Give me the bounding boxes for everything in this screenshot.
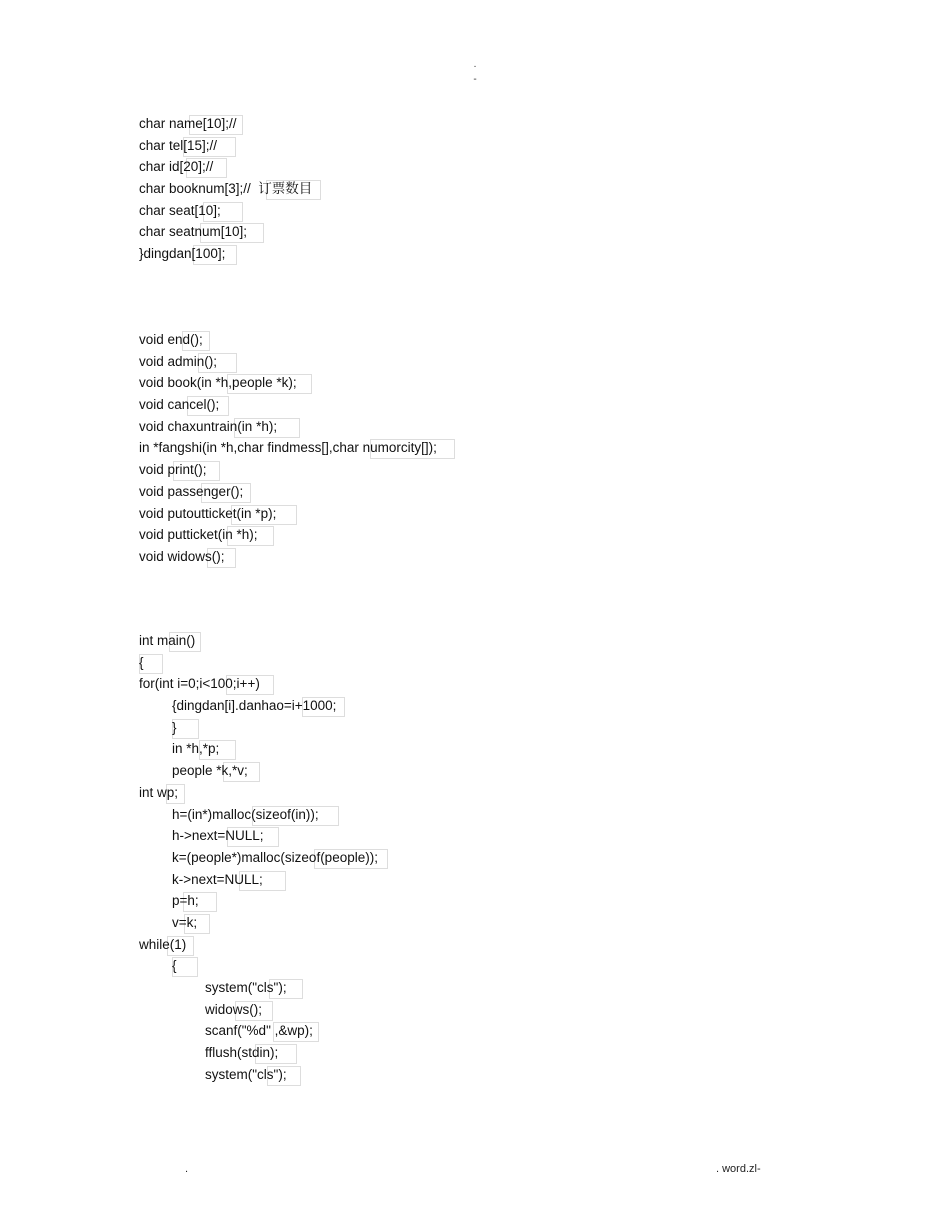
code-line bbox=[139, 630, 378, 652]
footer-right-text: . word.zl- bbox=[716, 1163, 761, 1175]
code-line bbox=[139, 503, 437, 525]
code-line bbox=[139, 1042, 378, 1064]
code-line bbox=[139, 459, 437, 481]
code-line-text: void widows(); bbox=[139, 548, 225, 564]
code-line-text: char id[20];// bbox=[139, 159, 214, 175]
code-line-text: }dingdan[100]; bbox=[139, 246, 226, 262]
code-line bbox=[139, 416, 437, 438]
code-line bbox=[139, 178, 312, 200]
code-line-text: { bbox=[172, 958, 177, 974]
code-line bbox=[139, 869, 378, 891]
code-line bbox=[139, 394, 437, 416]
code-line-text: people *k,*v; bbox=[172, 763, 248, 779]
code-line bbox=[139, 847, 378, 869]
code-line-text: fflush(stdin); bbox=[205, 1045, 279, 1061]
code-line-text: h->next=NULL; bbox=[172, 828, 264, 844]
code-line bbox=[139, 1064, 378, 1086]
code-line bbox=[139, 546, 437, 568]
code-line-text: void admin(); bbox=[139, 353, 218, 369]
code-line-text: void chaxuntrain(in *h); bbox=[139, 418, 278, 434]
code-line bbox=[139, 738, 378, 760]
code-line-text: system("cls"); bbox=[205, 980, 287, 995]
code-line-text: int main() bbox=[139, 633, 196, 648]
code-line bbox=[139, 782, 378, 804]
code-line bbox=[139, 372, 437, 394]
code-line bbox=[139, 243, 312, 265]
code-line bbox=[139, 977, 378, 999]
code-line bbox=[139, 351, 437, 373]
code-line bbox=[139, 481, 437, 503]
code-line bbox=[139, 825, 378, 847]
code-line-text: k=(people*)malloc(sizeof(people)); bbox=[172, 849, 378, 865]
code-line-text: v=k; bbox=[172, 914, 198, 930]
code-line bbox=[139, 156, 312, 178]
code-line-text: widows(); bbox=[205, 1001, 263, 1017]
code-line-text: void end(); bbox=[139, 332, 203, 347]
code-line-text: char seat[10]; bbox=[139, 202, 221, 218]
code-line-text: void print(); bbox=[139, 462, 207, 478]
code-line-text: { bbox=[139, 654, 144, 670]
code-line bbox=[139, 221, 312, 243]
footer-left-mark: . bbox=[185, 1163, 189, 1175]
code-line bbox=[139, 999, 378, 1021]
code-line bbox=[139, 695, 378, 717]
code-line-text: in *h,*p; bbox=[172, 741, 220, 757]
code-line-text: char booknum[3];// 订票数目 bbox=[139, 181, 313, 197]
code-line bbox=[139, 673, 378, 695]
code-line-text: char tel[15];// bbox=[139, 137, 218, 153]
code-line-text: h=(in*)malloc(sizeof(in)); bbox=[172, 806, 319, 822]
header-mark-bottom: - bbox=[473, 74, 477, 85]
code-line-text: } bbox=[172, 719, 177, 735]
code-line-text: k->next=NULL; bbox=[172, 871, 263, 887]
code-line-text: scanf("%d" ,&wp); bbox=[205, 1023, 313, 1039]
code-line bbox=[139, 113, 312, 135]
code-line-text: in *fangshi(in *h,char findmess[],char numorcity[]); bbox=[139, 440, 437, 456]
code-line-text: while(1) bbox=[139, 936, 187, 952]
code-line bbox=[139, 955, 378, 977]
code-line bbox=[139, 804, 378, 826]
code-line-text: int wp; bbox=[139, 784, 179, 800]
code-line bbox=[139, 329, 437, 351]
code-line-text: void cancel(); bbox=[139, 397, 220, 413]
struct-fields-code-block bbox=[139, 113, 312, 265]
code-line bbox=[139, 890, 378, 912]
code-line bbox=[139, 760, 378, 782]
code-line bbox=[139, 200, 312, 222]
code-line-text: system("cls"); bbox=[205, 1066, 287, 1082]
code-line-text: void putoutticket(in *p); bbox=[139, 505, 277, 521]
code-line-text: char name[10];// bbox=[139, 116, 237, 131]
code-line bbox=[139, 652, 378, 674]
code-line bbox=[139, 717, 378, 739]
code-line bbox=[139, 524, 437, 546]
code-line bbox=[139, 135, 312, 157]
header-mark-top: . bbox=[473, 59, 477, 70]
code-line-text: p=h; bbox=[172, 893, 199, 909]
function-declarations-code-block bbox=[139, 329, 437, 568]
code-line bbox=[139, 1020, 378, 1042]
code-line-text: void passenger(); bbox=[139, 483, 244, 499]
code-line bbox=[139, 912, 378, 934]
code-line-text: {dingdan[i].danhao=i+1000; bbox=[172, 698, 337, 714]
code-line-text: for(int i=0;i<100;i++) bbox=[139, 676, 260, 692]
code-line-text: void putticket(in *h); bbox=[139, 527, 258, 543]
code-line-text: void book(in *h,people *k); bbox=[139, 375, 297, 391]
code-line-text: char seatnum[10]; bbox=[139, 224, 248, 240]
main-function-code-block bbox=[139, 630, 378, 1085]
code-line bbox=[139, 934, 378, 956]
code-line bbox=[139, 437, 437, 459]
